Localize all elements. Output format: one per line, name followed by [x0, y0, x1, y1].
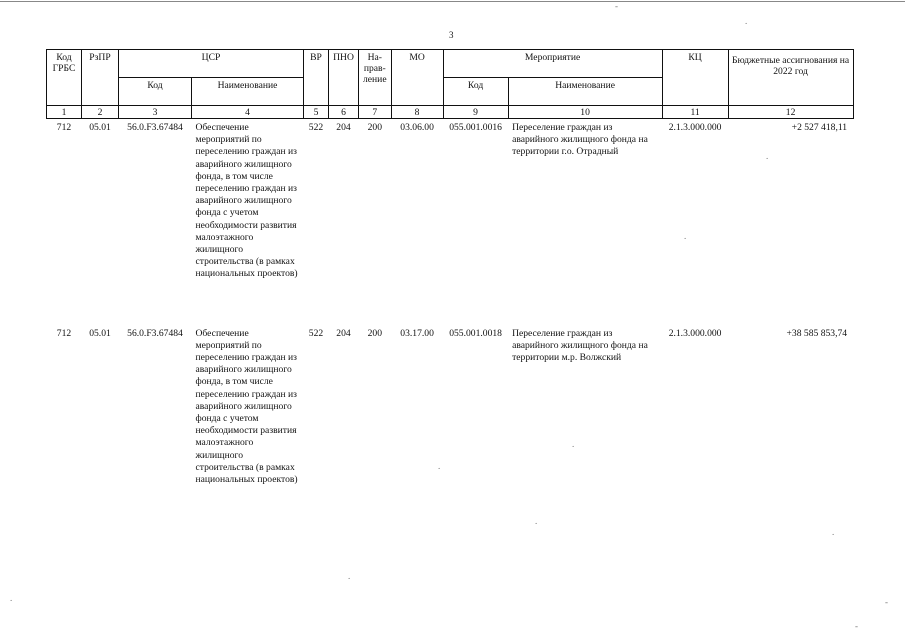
scan-speck: . [348, 571, 351, 581]
scan-speck: . [535, 516, 538, 526]
table-row [47, 119, 854, 325]
column-number: 6 [329, 106, 359, 119]
cell-mer-name: Переселение граждан из аварийного жилищного фонда на территории г.о. Отрадный [512, 122, 648, 158]
budget-table [46, 49, 854, 535]
column-number: 12 [728, 106, 853, 119]
column-number: 7 [359, 106, 392, 119]
column-number: 1 [47, 106, 82, 119]
cell-rzpr: 05.01 [89, 122, 111, 133]
cell-pno: 204 [336, 122, 351, 133]
column-number: 2 [82, 106, 119, 119]
header-mer-name: Наименование [508, 78, 662, 106]
header-csr-kod: Код [119, 78, 192, 106]
scan-speck: - [855, 621, 858, 631]
table-row [47, 325, 854, 535]
header-mer-kod: Код [443, 78, 508, 106]
cell-csr-code: 56.0.F3.67484 [127, 327, 183, 339]
scan-speck: - [885, 597, 888, 607]
scan-speck: . [438, 461, 441, 471]
scan-speck: . [766, 151, 769, 161]
header-mo: МО [391, 50, 443, 106]
cell-mer-code: 055.001.0016 [449, 122, 502, 133]
column-number: 11 [662, 106, 728, 119]
cell-napr: 200 [367, 327, 382, 339]
header-kod-grbs: Код ГРБС [47, 50, 82, 106]
scan-speck: . [572, 439, 575, 449]
header-napravlenie: На-прав-ление [359, 50, 392, 106]
scan-speck: . [745, 16, 748, 26]
scan-speck: . [684, 231, 687, 241]
column-number: 8 [391, 106, 443, 119]
cell-csr-name: Обеспечение мероприятий по переселению граждан из аварийного жилищного фонда, в том числе переселению граждан из аварийного жилищного фонда с учетом необходимости развития малоэтажного жилищного строительства (в рамках национальных проектов) [195, 122, 298, 280]
column-number: 4 [192, 106, 304, 119]
column-number: 10 [508, 106, 662, 119]
page-number: 3 [449, 30, 454, 40]
header-csr-name: Наименование [192, 78, 304, 106]
column-number: 3 [119, 106, 192, 119]
cell-mo: 03.17.00 [400, 327, 434, 339]
column-number: 9 [443, 106, 508, 119]
cell-amount: +2 527 418,11 [791, 122, 848, 133]
cell-mer-code: 055.001.0018 [449, 327, 502, 339]
header-budget: Бюджетные ассигнования на 2022 год [728, 50, 853, 106]
header-kc: КЦ [662, 50, 728, 106]
scan-speck: - [615, 1, 618, 11]
cell-pno: 204 [336, 327, 351, 339]
header-rzpr: РзПР [82, 50, 119, 106]
header-csr: ЦСР [119, 50, 304, 78]
cell-csr-name: Обеспечение мероприятий по переселению граждан из аварийного жилищного фонда, в том числе переселению граждан из аварийного жилищного фонда с учетом необходимости развития малоэтажного жилищного строительства (в рамках национальных проектов) [195, 327, 298, 485]
cell-kc: 2.1.3.000.000 [668, 122, 722, 133]
header-meropriyatie: Мероприятие [443, 50, 662, 78]
cell-grbs: 712 [56, 122, 72, 133]
scan-top-edge [0, 1, 905, 2]
cell-kc: 2.1.3.000.000 [668, 327, 722, 339]
cell-amount: +38 585 853,74 [786, 327, 848, 339]
cell-napr: 200 [367, 122, 382, 133]
header-vr: ВР [304, 50, 329, 106]
column-number: 5 [304, 106, 329, 119]
scan-speck: . [10, 593, 13, 603]
cell-rzpr: 05.01 [89, 327, 111, 339]
cell-grbs: 712 [56, 327, 72, 339]
header-pno: ПНО [329, 50, 359, 106]
scan-speck: . [832, 527, 835, 537]
cell-csr-code: 56.0.F3.67484 [127, 122, 183, 133]
cell-vr: 522 [308, 327, 324, 339]
cell-mer-name: Переселение граждан из аварийного жилищного фонда на территории м.р. Волжский [512, 327, 648, 363]
cell-vr: 522 [308, 122, 324, 133]
cell-mo: 03.06.00 [400, 122, 434, 133]
